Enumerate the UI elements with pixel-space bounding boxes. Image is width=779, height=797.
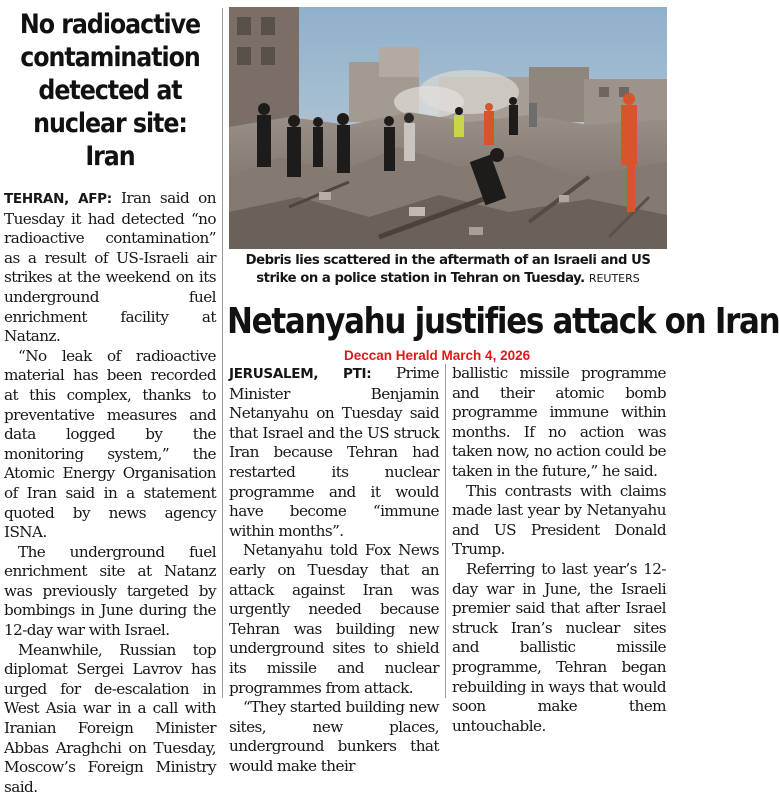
left-headline-line: nuclear site: Iran xyxy=(33,108,187,172)
main-article-column-2 xyxy=(452,364,666,736)
paragraph-text: Prime Minister Benjamin Netanyahu on Tuesday said that Israel and the US struck Iran because Tehran had restarted its nuclear programme and it would have become “immune within months”. xyxy=(229,364,439,540)
left-article-headline xyxy=(17,8,204,173)
left-article-dateline: TEHRAN, AFP: xyxy=(4,191,112,207)
left-article-body xyxy=(4,189,216,797)
left-article-paragraph: “No leak of radioactive material has been recorded at this complex, thanks to preventative measures and data logged by the monitoring system,” the Atomic Energy Organisation of Iran said in a statement quoted by news agency ISNA. xyxy=(4,346,216,542)
main-article-paragraph: “They started building new sites, new places, underground bunkers that would make their xyxy=(229,698,439,775)
column-divider xyxy=(445,364,446,698)
caption-text: Debris lies scattered in the aftermath of an Israeli and US strike on a police station in Tehran on Tuesday. xyxy=(245,253,651,286)
main-article-column-1 xyxy=(229,364,439,776)
source-watermark: Deccan Herald March 4, 2026 xyxy=(344,348,531,363)
news-photo xyxy=(229,7,667,249)
left-article-paragraph: Meanwhile, Russian top diplomat Sergei Lavrov has urged for de-escalation in West Asia war in a call with Iranian Foreign Minister Abbas Araghchi on Tuesday, Moscow’s Foreign Ministry said. xyxy=(4,640,216,796)
paragraph-text: Iran said on Tuesday it had detected “no radioactive contamination” as a result of US-Israeli air strikes at the weekend on its underground fuel enrichment facility at Natanz. xyxy=(4,189,217,346)
photo-credit: REUTERS xyxy=(588,272,640,285)
rubble-scene-image xyxy=(229,7,667,249)
left-headline-line: No radioactive xyxy=(19,9,201,40)
main-article-paragraph xyxy=(229,364,439,541)
main-article-paragraph: ballistic missile programme and their atomic bomb programme immune within months. If no action was taken now, no action could be taken in the future,” he said. xyxy=(452,364,666,480)
column-divider xyxy=(222,8,223,698)
left-headline-line: detected at xyxy=(38,75,182,106)
main-article-headline: Netanyahu justifies attack on Iran xyxy=(227,301,779,342)
main-article-paragraph: Referring to last year’s 12-day war in June, the Israeli premier said that after Israel struck Iran’s nuclear sites and ballistic missile programme, Tehran began rebuilding in ways that would soon make them untouchable. xyxy=(452,559,666,735)
left-headline-line: contamination xyxy=(20,42,200,73)
left-article-paragraph xyxy=(4,189,216,347)
main-article-dateline: JERUSALEM, PTI: xyxy=(229,366,372,382)
photo-caption xyxy=(229,252,667,288)
main-article-paragraph: Netanyahu told Fox News early on Tuesday that an attack against Iran was urgently needed because Tehran was building new underground sites to shield its missile and nuclear programmes from attack. xyxy=(229,541,439,697)
left-article xyxy=(4,8,216,797)
main-article-paragraph: This contrasts with claims made last year by Netanyahu and US President Donald Trump. xyxy=(452,481,666,559)
left-article-paragraph: The underground fuel enrichment site at Natanz was previously targeted by bombings in June during the 12-day war with Israel. xyxy=(4,542,216,640)
